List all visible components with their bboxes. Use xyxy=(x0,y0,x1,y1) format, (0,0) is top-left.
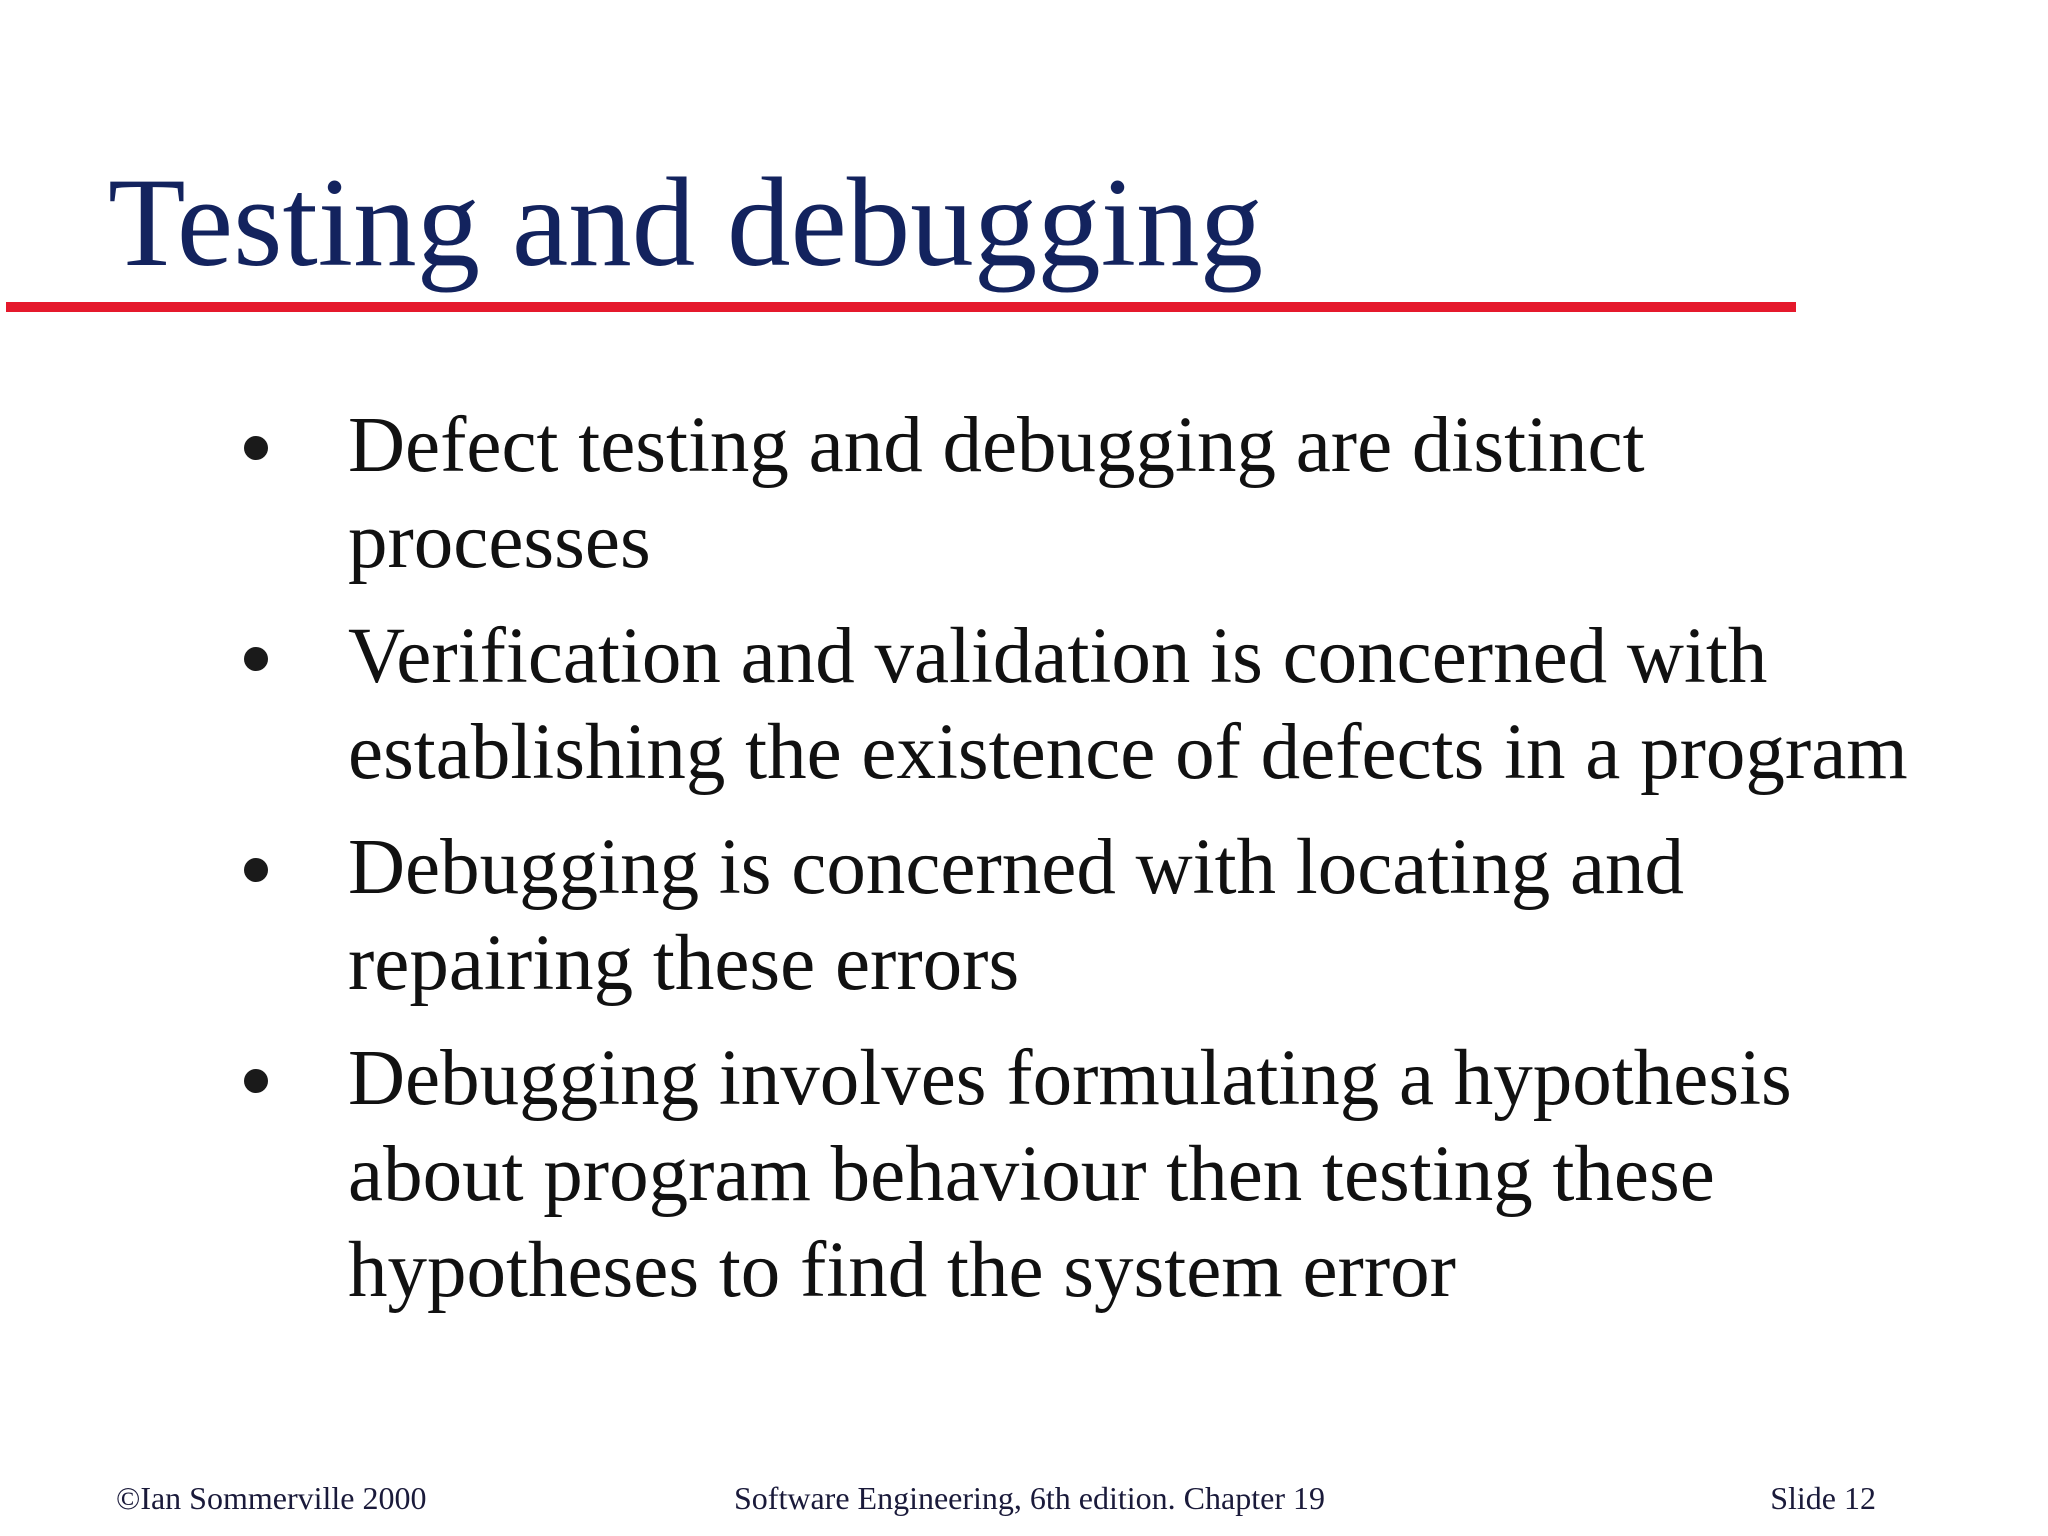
bullet-dot-icon xyxy=(244,647,268,671)
footer-book-title: Software Engineering, 6th edition. Chapter 19 xyxy=(734,1480,1325,1516)
bullet-dot-icon xyxy=(244,1069,268,1093)
bullet-item xyxy=(236,398,1916,590)
bullet-dot-icon xyxy=(244,858,268,882)
footer-copyright: ©Ian Sommerville 2000 xyxy=(116,1480,427,1516)
bullet-dot-icon xyxy=(244,436,268,460)
bullet-item xyxy=(236,1031,1916,1319)
slide-title: Testing and debugging xyxy=(108,153,1264,293)
bullet-item xyxy=(236,609,1916,801)
footer-slide-number: Slide 12 xyxy=(1770,1480,1876,1516)
bullet-list xyxy=(236,398,1916,1338)
bullet-text: Verification and validation is concerned with establishing the existence of defects in a program xyxy=(348,613,1908,796)
bullet-text: Defect testing and debugging are distinct processes xyxy=(348,402,1645,585)
bullet-item xyxy=(236,820,1916,1012)
bullet-text: Debugging involves formulating a hypothesis about program behaviour then testing these hypotheses to find the system error xyxy=(348,1035,1792,1314)
title-underline xyxy=(6,302,1796,312)
bullet-text: Debugging is concerned with locating and repairing these errors xyxy=(348,824,1685,1007)
